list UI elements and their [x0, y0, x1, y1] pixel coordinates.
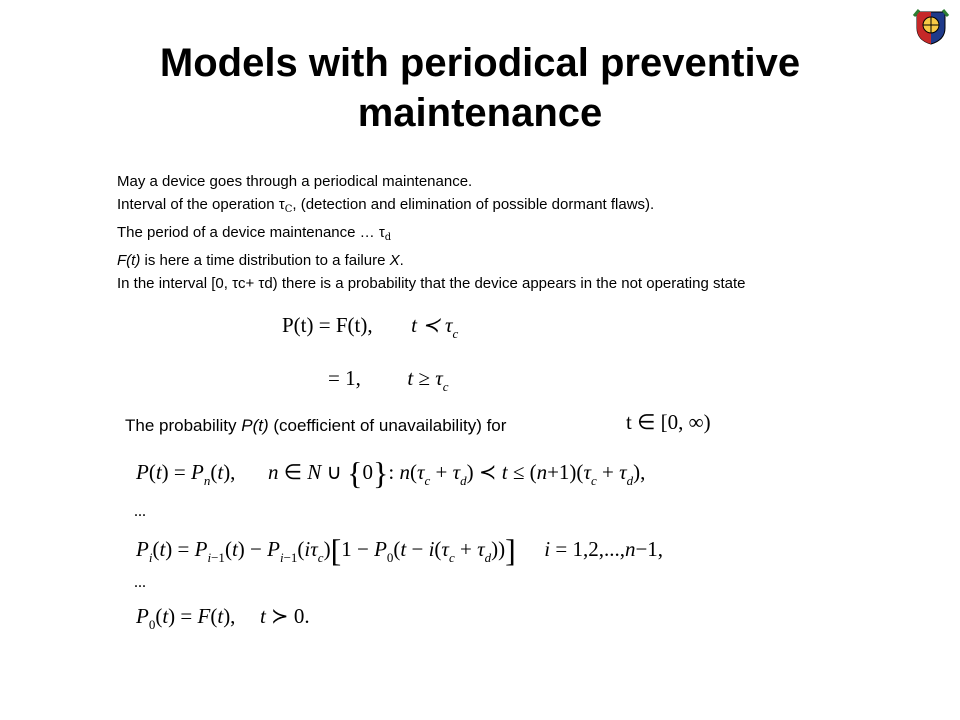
intro-line-4	[117, 249, 917, 272]
equation-2: $P_i(t) = P_{i-1}(t) - P_{i-1}(i\tau_c)[1 - P_0(t - i(\tau_c + \tau_d))] i = 1,2,...,n-1$,	[136, 532, 664, 568]
piecewise-row-2-cond-sub: c	[442, 379, 449, 394]
intro-line-4-end: .	[399, 252, 404, 269]
probability-pre: The probability	[125, 416, 242, 435]
equation-3: $P_0(t) = F(t)$, t ≻ 0.	[136, 604, 310, 632]
title-line-1: Models with periodical preventive	[159, 41, 801, 85]
title-line-2: maintenance	[357, 91, 603, 135]
piecewise-row-2-cond: t ≥ τ	[407, 366, 443, 390]
probability-sentence	[125, 416, 615, 436]
f-of-t: F(t)	[117, 252, 141, 269]
piecewise-row-1-lhs: P(t) = F(t),	[282, 313, 373, 337]
tau-d-subscript: d	[384, 232, 392, 243]
intro-line-2-rest: , (detection and elimination of possible dormant flaws).	[292, 196, 655, 213]
intro-line-2	[117, 193, 917, 221]
intro-line-1: May a device goes through a periodical maintenance.	[117, 173, 473, 190]
intro-line-2-text: Interval of the operation τ	[117, 196, 285, 213]
p-of-t: P(t)	[241, 416, 269, 435]
probability-post: (coefficient of unavailability) for	[268, 416, 507, 435]
piecewise-row-1-cond: t ≺ τ	[411, 313, 453, 337]
domain-text: t ∈ [0, ∞)	[626, 410, 711, 434]
intro-line-4-text: is here a time distribution to a failure	[140, 252, 390, 269]
piecewise-row-2-lhs: = 1,	[328, 366, 361, 390]
piecewise-row-1	[282, 313, 458, 342]
equation-1: $P(t) = P_n(t)$, n ∈ N ∪ {0}: $n(\tau_c + \tau_d)$ ≺ $t \le (n+1)(\tau_c + \tau_d)$,	[136, 455, 646, 491]
intro-line-3-text: The period of a device maintenance … τ	[117, 224, 385, 241]
piecewise-row-2	[328, 366, 449, 395]
intro-text	[117, 170, 917, 295]
variable-x: X	[389, 252, 400, 269]
page-title	[0, 38, 960, 138]
piecewise-row-1-cond-sub: c	[452, 326, 459, 341]
domain-formula	[626, 410, 711, 435]
tau-c-subscript: C	[284, 204, 293, 215]
ellipsis-2: ...	[134, 574, 146, 591]
intro-line-5: In the interval [0, τc+ τd) there is a probability that the device appears in the not operating state	[117, 275, 746, 292]
intro-line-3	[117, 221, 917, 249]
ellipsis-1: ...	[134, 503, 146, 520]
